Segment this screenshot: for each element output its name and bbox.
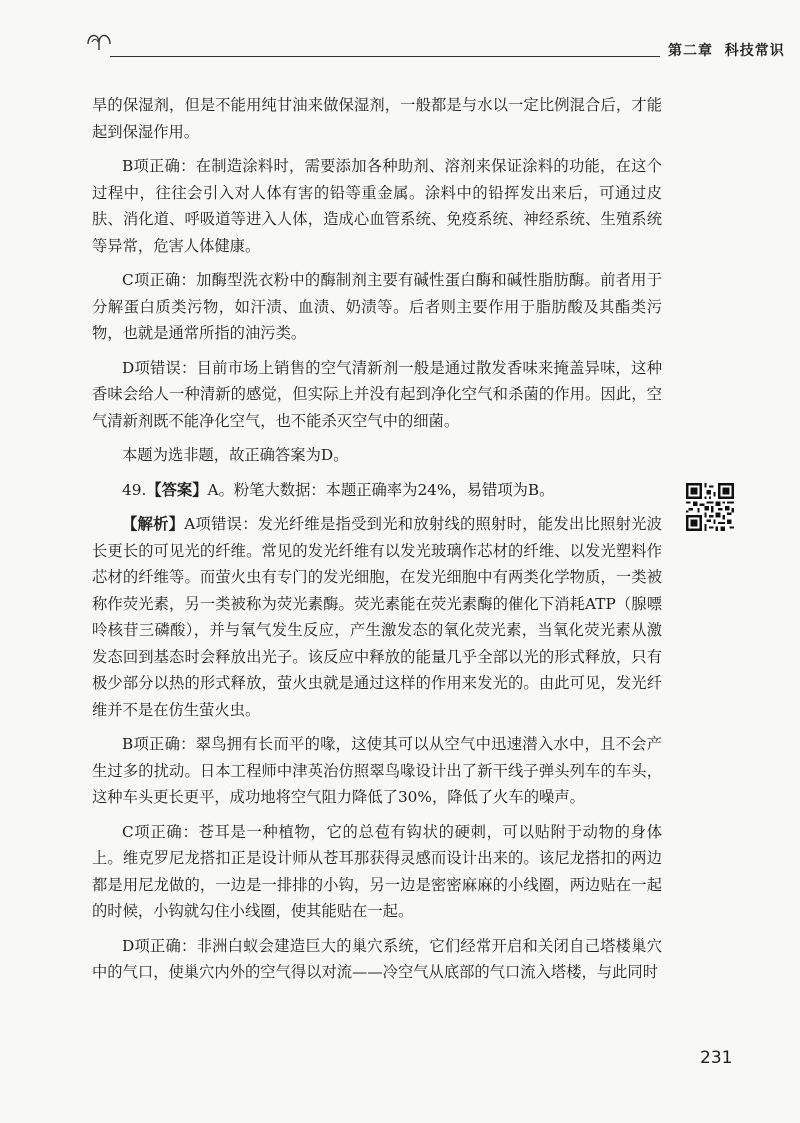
paragraph: D项错误：目前市场上销售的空气清新剂一般是通过散发香味来掩盖异味，这种香味会给人一种清新的感觉，但实际上并没有起到净化空气和杀菌的作用。因此，空气清新剂既不能净化空气，也不能杀灭空气中的细菌。 xyxy=(92,358,662,430)
paragraph: B项正确：在制造涂料时，需要添加各种助剂、溶剂来保证涂料的功能，在这个过程中，往往会引入对人体有害的铅等重金属。涂料中的铅挥发出来后，可通过皮肤、消化道、呼吸道等进入人体，造成心血管系统、免疫系统、神经系统、生殖系统等异常，危害人体健康。 xyxy=(92,157,662,255)
page-number: 231 xyxy=(700,1048,733,1068)
paragraph: 旱的保湿剂，但是不能用纯甘油来做保湿剂，一般都是与水以一定比例混合后，才能起到保湿作用。 xyxy=(92,96,662,141)
answer-tag: 【答案】 xyxy=(146,480,208,499)
chapter-title xyxy=(668,40,785,60)
page-header xyxy=(70,26,785,62)
leaf-icon xyxy=(84,28,114,52)
analysis-text: A项错误：发光纤维是指受到光和放射线的照射时，能发出比照射光波长更长的可见光的纤维。常见的发光纤维有以发光玻璃作芯材的纤维、以发光塑料作芯材的纤维等。而萤火虫有专门的发光细胞，在发光细胞中有两类化学物质，一类被称作荧光素，另一类被称为荧光素酶。荧光素能在荧光素酶的催化下消耗ATP（腺嘌呤核苷三磷酸），并与氧气发生反应，产生激发态的氧化荧光素，当氧化荧光素从激发态回到基态时会释放出光子。该反应中释放的能量几乎全部以光的形式释放，只有极少部分以热的形式释放，萤火虫就是通过这样的作用来发光的。由此可见，发光纤维并不是在仿生萤火虫。 xyxy=(92,515,662,719)
question-49-analysis xyxy=(92,511,662,723)
paragraph: D项正确：非洲白蚁会建造巨大的巢穴系统，它们经常开启和关闭自己塔楼巢穴中的气口，使巢穴内外的空气得以对流——冷空气从底部的气口流入塔楼，与此同时 xyxy=(92,936,662,981)
paragraph: 本题为选非题，故正确答案为D。 xyxy=(122,446,349,464)
paragraph: C项正确：苍耳是一种植物，它的总苞有钩状的硬刺，可以贴附于动物的身体上。维克罗尼龙搭扣正是设计师从苍耳那获得灵感而设计出来的。该尼龙搭扣的两边都是用尼龙做的，一边是一排排的小钩，另一边是密密麻麻的小线圈，两边贴在一起的时候，小钩就勾住小线圈，使其能贴在一起。 xyxy=(92,822,662,920)
answer-text: A。粉笔大数据：本题正确率为24%，易错项为B。 xyxy=(207,480,555,499)
section-title: 科技常识 xyxy=(724,43,785,59)
analysis-tag: 【解析】 xyxy=(122,515,185,533)
paragraph: B项正确：翠鸟拥有长而平的喙，这使其可以从空气中迅速潜入水中，且不会产生过多的扰动。日本工程师中津英治仿照翠鸟喙设计出了新干线子弹头列车的车头，这种车头更长更平，成功地将空气阻力降低了30%，降低了火车的噪声。 xyxy=(92,735,662,806)
page-content xyxy=(92,92,662,994)
chapter-number: 第二章 xyxy=(668,43,713,59)
question-49-answer xyxy=(92,477,662,504)
qr-code-icon[interactable] xyxy=(686,483,734,531)
question-number: 49. xyxy=(122,480,147,499)
paragraph: C项正确：加酶型洗衣粉中的酶制剂主要有碱性蛋白酶和碱性脂肪酶。前者用于分解蛋白质类污物，如汗渍、血渍、奶渍等。后者则主要作用于脂肪酸及其酯类污物，也就是通常所指的油污类。 xyxy=(92,271,662,342)
header-rule xyxy=(110,56,660,57)
